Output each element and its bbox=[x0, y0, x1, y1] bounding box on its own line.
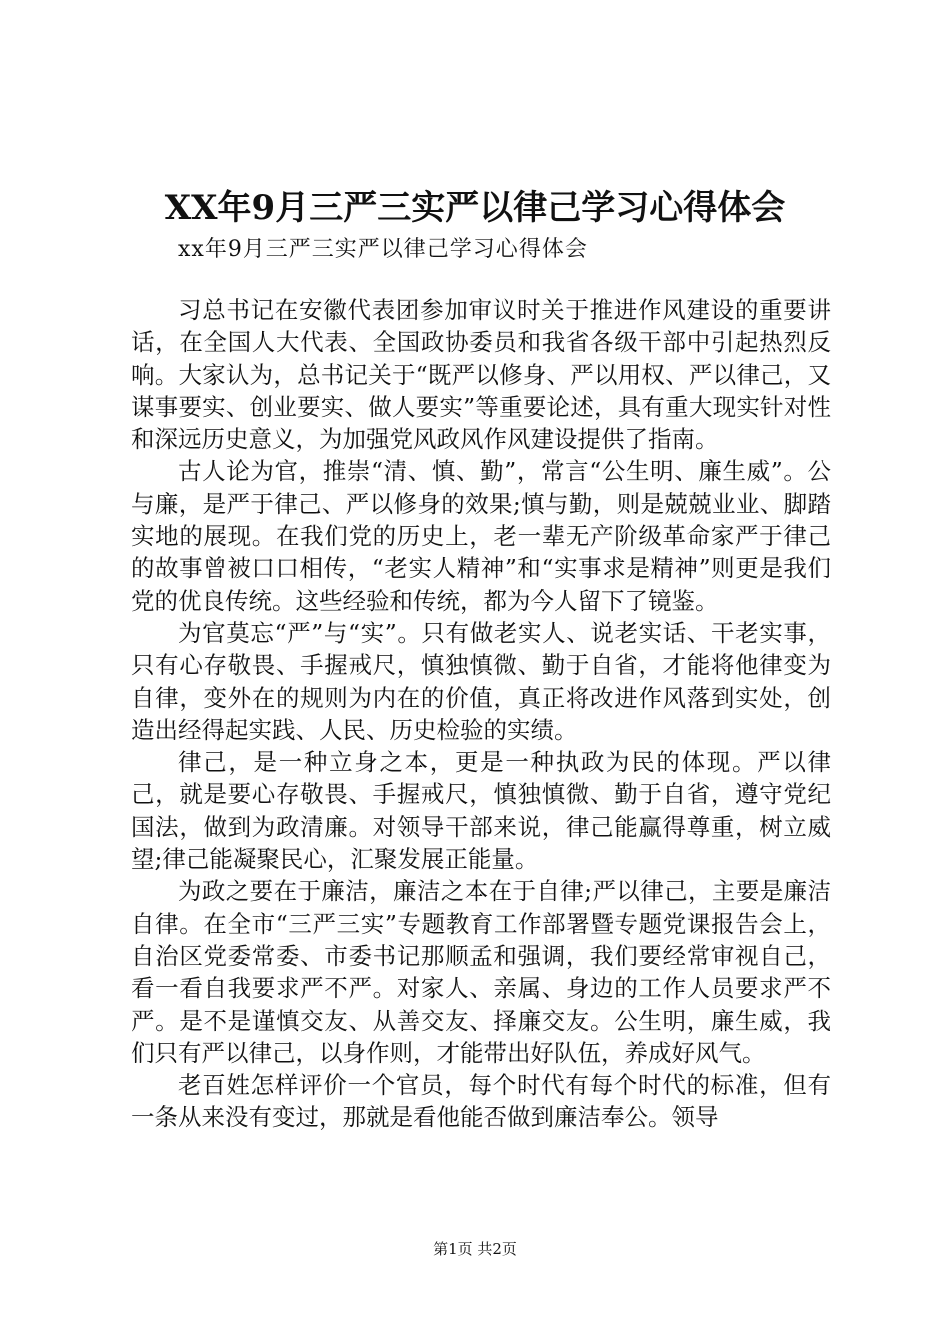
paragraph: 老百姓怎样评价一个官员，每个时代有每个时代的标准，但有一条从来没有变过，那就是看他能否做到廉洁奉公。领导 bbox=[131, 1071, 831, 1132]
page-number: 第1页 共2页 bbox=[433, 1240, 517, 1258]
paragraph: 古人论为官，推崇“清、慎、勤”，常言“公生明、廉生威”。公与廉，是严于律己、严以修身的效果;慎与勤，则是兢兢业业、脚踏实地的展现。在我们党的历史上，老一辈无产阶级革命家严于律己的故事曾被口口相传，“老实人精神”和“实事求是精神”则更是我们党的优良传统。这些经验和传统，都为今人留下了镜鉴。 bbox=[131, 457, 831, 615]
paragraph: 律己，是一种立身之本，更是一种执政为民的体现。严以律己，就是要心存敬畏、手握戒尺，慎独慎微、勤于自省，遵守党纪国法，做到为政清廉。对领导干部来说，律己能赢得尊重，树立威望;律己能凝聚民心，汇聚发展正能量。 bbox=[131, 748, 831, 874]
document-body bbox=[131, 294, 831, 1134]
paragraph: 为政之要在于廉洁，廉洁之本在于自律;严以律己，主要是廉洁自律。在全市“三严三实”专题教育工作部署暨专题党课报告会上，自治区党委常委、市委书记那顺孟和强调，我们要经常审视自己，看一看自我要求严不严。对家人、亲属、身边的工作人员要求严不严。是不是谨慎交友、从善交友、择廉交友。公生明，廉生威，我们只有严以律己，以身作则，才能带出好队伍，养成好风气。 bbox=[131, 877, 831, 1067]
document-subtitle: xx年9月三严三实严以律己学习心得体会 bbox=[178, 237, 588, 262]
document-title: XX年9月三严三实严以律己学习心得体会 bbox=[164, 188, 786, 228]
paragraph: 习总书记在安徽代表团参加审议时关于推进作风建设的重要讲话，在全国人大代表、全国政协委员和我省各级干部中引起热烈反响。大家认为，总书记关于“既严以修身、严以用权、严以律己，又谋事要实、创业要实、做人要实”等重要论述，具有重大现实针对性和深远历史意义，为加强党风政风作风建设提供了指南。 bbox=[131, 296, 831, 454]
paragraph: 为官莫忘“严”与“实”。只有做老实人、说老实话、干老实事，只有心存敬畏、手握戒尺，慎独慎微、勤于自省，才能将他律变为自律，变外在的规则为内在的价值，真正将改进作风落到实处，创造出经得起实践、人民、历史检验的实绩。 bbox=[131, 618, 831, 744]
